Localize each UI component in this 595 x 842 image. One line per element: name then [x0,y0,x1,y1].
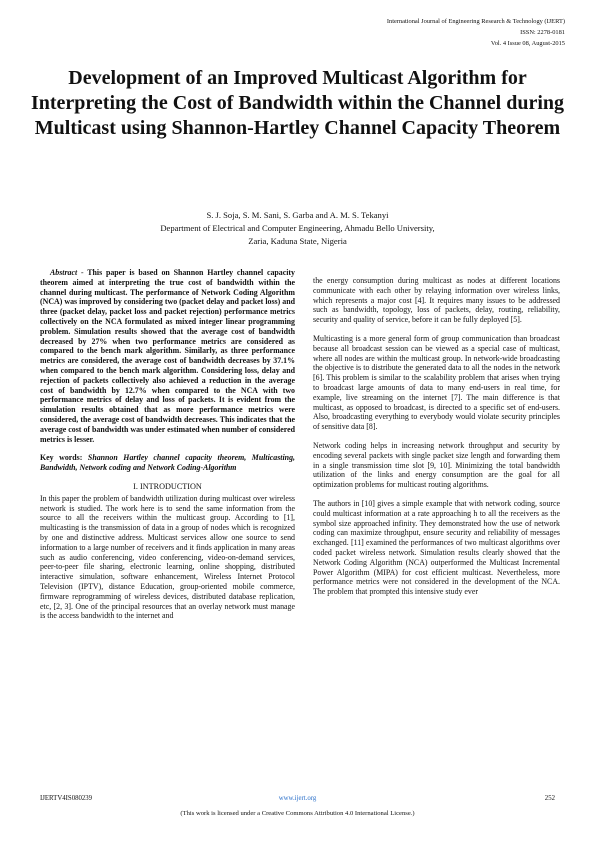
footer-page-number: 252 [544,795,555,802]
footer-paper-id: IJERTV4IS080239 [40,795,93,802]
abstract [40,268,295,444]
body-paragraph-3: Network coding helps in increasing network throughput and security by encoding several packets with single packet size length and forwarding them in a single transmission time slot [9, 10]. Minimizing the total bandwidth utilization of the links and energy consumption are the goal for all optimization problems for multicast routing algorithms. [313,440,560,490]
journal-name: International Journal of Engineering Research & Technology (IJERT) [386,18,565,25]
abstract-text: This paper is based on Shannon Hartley channel capacity theorem aimed at interpreting the true cost of bandwidth within the channel during multicast. The performance of Network Coding Algorithm (NCA) was improved by considering two (packet delay and packet loss) and three (packet delay, packet loss and packet rejection) performance metrics collectively on the NCA formulated as mixed integer linear programming problem. Simulation results showed that the average cost of bandwidth decreased by 27% when two performance metrics are considered as compared to the bench mark algorithm. Similarly, as three performance metrics are considered, the average cost of bandwidth decreases by 37.1% when compared to the bench mark algorithm. Considering loss, delay and rejection of packets collectively also achieved a reduction in the average cost of bandwidth by 12.7% when compared to the NCA with two performance metrics of delay and loss of packets. It is evident from the simulation results obtained that as more performance metrics were considered, the average cost of bandwidth decreases. This indicates that the average cost of bandwidth was under estimated when number of considered metrics is lesser. [40,268,295,444]
body-paragraph-1: the energy consumption during multicast as nodes at different locations communicate with each other by relaying information over wireless links, which represents a major cost [4]. It requires many issues to be addressed such as bandwidth, topology, loss of packets, delay, routing, reliability, security and quality of service, before it can be fully deployed [5]. [313,276,560,325]
section-heading-introduction: I. INTRODUCTION [133,481,202,491]
intro-paragraph: In this paper the problem of bandwidth utilization during multicast over wireless network is studied. The work here is to send the same information from the source to all the receivers within the multicast group. According to [1], multicasting is the transmission of data in a group of nodes which is recognized by one and distinctive address. Multicast services allow one source to send information to a large number of receivers and it finds application in many areas such as audio conferencing, video conferencing, video-on-demand services, peer-to-peer file sharing, electronic learning, online shopping, distributed interactive simulation, software enhancement, Wireless Internet Protocol Television (IPTV), distance Education, group-oriented mobile commerce, firmware reprogramming of wireless devices, distributed database replication, etc, [2, 3]. One of the principal resources that an overlay network must manage is the access bandwidth to the internet and [40,493,295,621]
author-location: Zaria, Kaduna State, Nigeria [248,236,347,246]
authors-block [40,209,555,248]
author-names: S. J. Soja, S. M. Sani, S. Garba and A. M. S. Tekanyi [206,210,389,220]
license-notice: (This work is licensed under a Creative Commons Attribution 4.0 International License.) [180,810,415,817]
body-paragraph-2: Multicasting is a more general form of group communication than broadcast because all broadcast session can be viewed as a special case of multicast, where all nodes are within the multicast group. In network-wide broadcasting the objective is to distribute the generated data to all the nodes in the network [6]. This problem is similar to the scalability problem that arises when trying to broadcast large amounts of data to many end-users in real time, for example, live streaming on the internet [7]. The main difference is that multicast, as opposed to broadcast, is directed to a specific set of end-users. Also, broadcasting everything to everybody would violate security principles of sensitive data [8]. [313,333,560,432]
journal-volume: Vol. 4 Issue 08, August-2015 [490,40,565,47]
journal-issn: ISSN: 2278-0181 [520,29,565,36]
author-affiliation: Department of Electrical and Computer Engineering, Ahmadu Bello University, [160,223,435,233]
right-column [313,276,560,606]
paper-title: Development of an Improved Multicast Algorithm for Interpreting the Cost of Bandwidth within the Channel during Multicast using Shannon-Hartley Channel Capacity Theorem [30,67,565,139]
footer-site-link[interactable]: www.ijert.org [278,795,317,802]
abstract-label: Abstract - [50,268,84,277]
journal-header [387,16,565,49]
keywords [40,453,295,473]
body-paragraph-4: The authors in [10] gives a simple example that with network coding, source could multicast information at a rate approaching h to all the receivers as the symbol size approached infinity. They demonstrated how the use of network coding can maximize throughput, ensure security and reliability of messages exchanged. [11] examined the performances of two multicast algorithms over coded packet wireless network. Simulation results clearly showed that the Network Coding Algorithm (NCA) outperformed the Multicast Incremental Power Algorithm (MIPA) for cost efficient multicast. Nevertheless, more performance metrics were not considered in the development of the NCA. The problem that prompted this intensive study ever [313,498,560,597]
left-column [40,268,295,630]
keywords-label: Key words: [40,453,83,463]
keywords-text: Shannon Hartley channel capacity theorem, Multicasting, Bandwidth, Network coding and Network Coding-Algorithm [40,453,295,473]
